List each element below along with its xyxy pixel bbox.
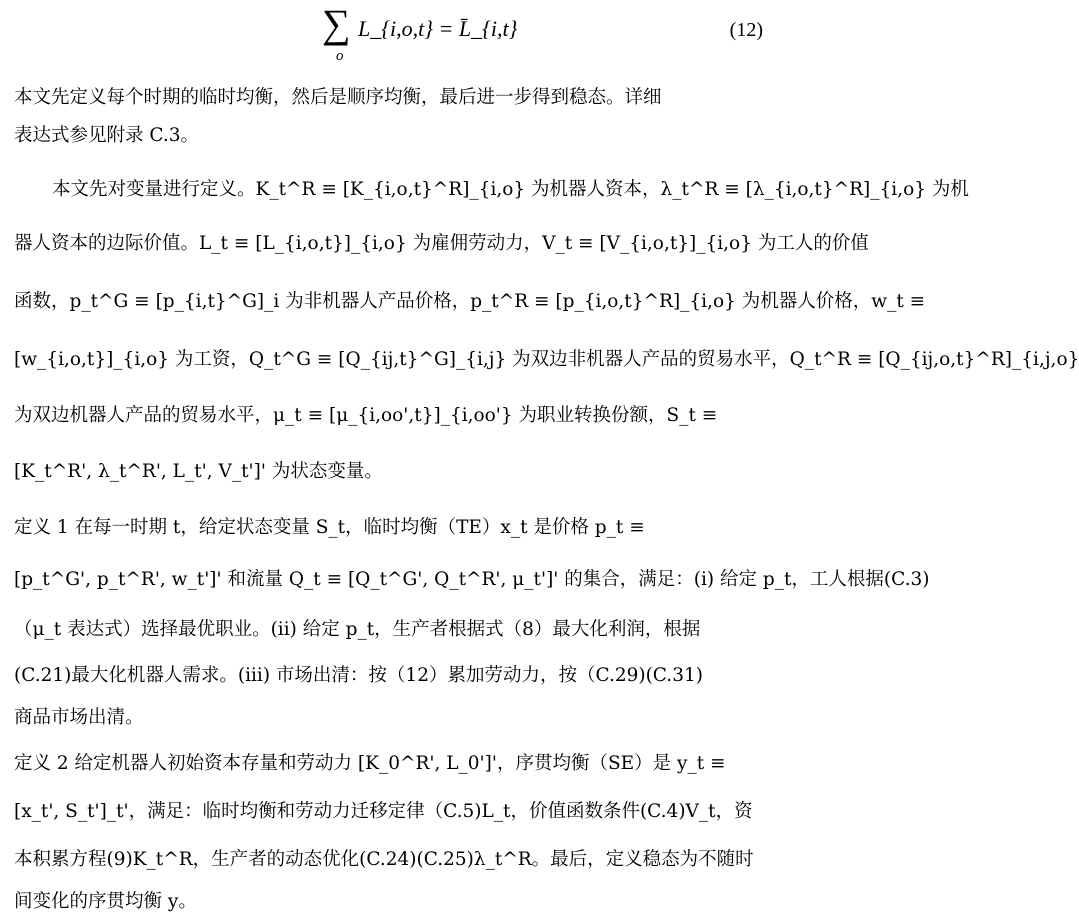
equation-12 xyxy=(0,1,779,70)
definition-2-line-4: 间变化的序贯均衡 y。 xyxy=(14,891,197,912)
summation-symbol: ∑ xyxy=(322,1,351,46)
text-line-1: 本文先定义每个时期的临时均衡，然后是顺序均衡，最后进一步得到稳态。详细 xyxy=(14,87,662,108)
text-line-2: 表达式参见附录 C.3。 xyxy=(14,125,200,146)
text-line-5: 函数，p_t^G ≡ [p_{i,t}^G]_i 为非机器人产品价格，p_t^R ≡ [p_{i,o,t}^R]_{i,o} 为机器人价格，w_t ≡ xyxy=(14,291,926,312)
definition-2-line-3: 本积累方程(9)K_t^R，生产者的动态优化(C.24)(C.25)λ_t^R。最后，定义稳态为不随时 xyxy=(14,849,754,870)
definition-1-line-3: （μ_t 表达式）选择最优职业。(ii) 给定 p_t，生产者根据式（8）最大化利润，根据 xyxy=(14,619,701,640)
text-line-8: [K_t^R', λ_t^R', L_t', V_t']' 为状态变量。 xyxy=(14,461,383,482)
definition-2-line-2: [x_t', S_t']_t'，满足：临时均衡和劳动力迁移定律（C.5)L_t，价值函数条件(C.4)V_t，资 xyxy=(14,801,753,822)
definition-2-line-1: 定义 2 给定机器人初始资本存量和劳动力 [K_0^R', L_0']'，序贯均衡（SE）是 y_t ≡ xyxy=(14,753,726,774)
equation-number: (12) xyxy=(729,19,763,41)
definition-1-line-4: (C.21)最大化机器人需求。(iii) 市场出清：按（12）累加劳动力，按（C.29)(C.31) xyxy=(14,665,703,686)
definition-1-line-5: 商品市场出清。 xyxy=(14,707,144,728)
text-line-3: 本文先对变量进行定义。K_t^R ≡ [K_{i,o,t}^R]_{i,o} 为机器人资本，λ_t^R ≡ [λ_{i,o,t}^R]_{i,o} 为机 xyxy=(52,179,969,200)
equation-body: L_{i,o,t} = L̄_{i,t} xyxy=(358,16,518,41)
summation-subscript: o xyxy=(336,48,344,64)
text-line-7: 为双边机器人产品的贸易水平，μ_t ≡ [μ_{i,oo',t}]_{i,oo'} 为职业转换份额，S_t ≡ xyxy=(14,405,718,426)
definition-1-line-2: [p_t^G', p_t^R', w_t']' 和流量 Q_t ≡ [Q_t^G', Q_t^R', μ_t']' 的集合，满足：(i) 给定 p_t，工人根据(C.3) xyxy=(14,569,930,590)
text-line-4: 器人资本的边际价值。L_t ≡ [L_{i,o,t}]_{i,o} 为雇佣劳动力，V_t ≡ [V_{i,o,t}]_{i,o} 为工人的价值 xyxy=(14,233,869,254)
definition-1-line-1: 定义 1 在每一时期 t，给定状态变量 S_t，临时均衡（TE）x_t 是价格 p_t ≡ xyxy=(14,517,645,538)
text-line-6: [w_{i,o,t}]_{i,o} 为工资，Q_t^G ≡ [Q_{ij,t}^G]_{i,j} 为双边非机器人产品的贸易水平，Q_t^R ≡ [Q_{ij,o,t}^R]_{i,j,o} xyxy=(14,349,1079,370)
